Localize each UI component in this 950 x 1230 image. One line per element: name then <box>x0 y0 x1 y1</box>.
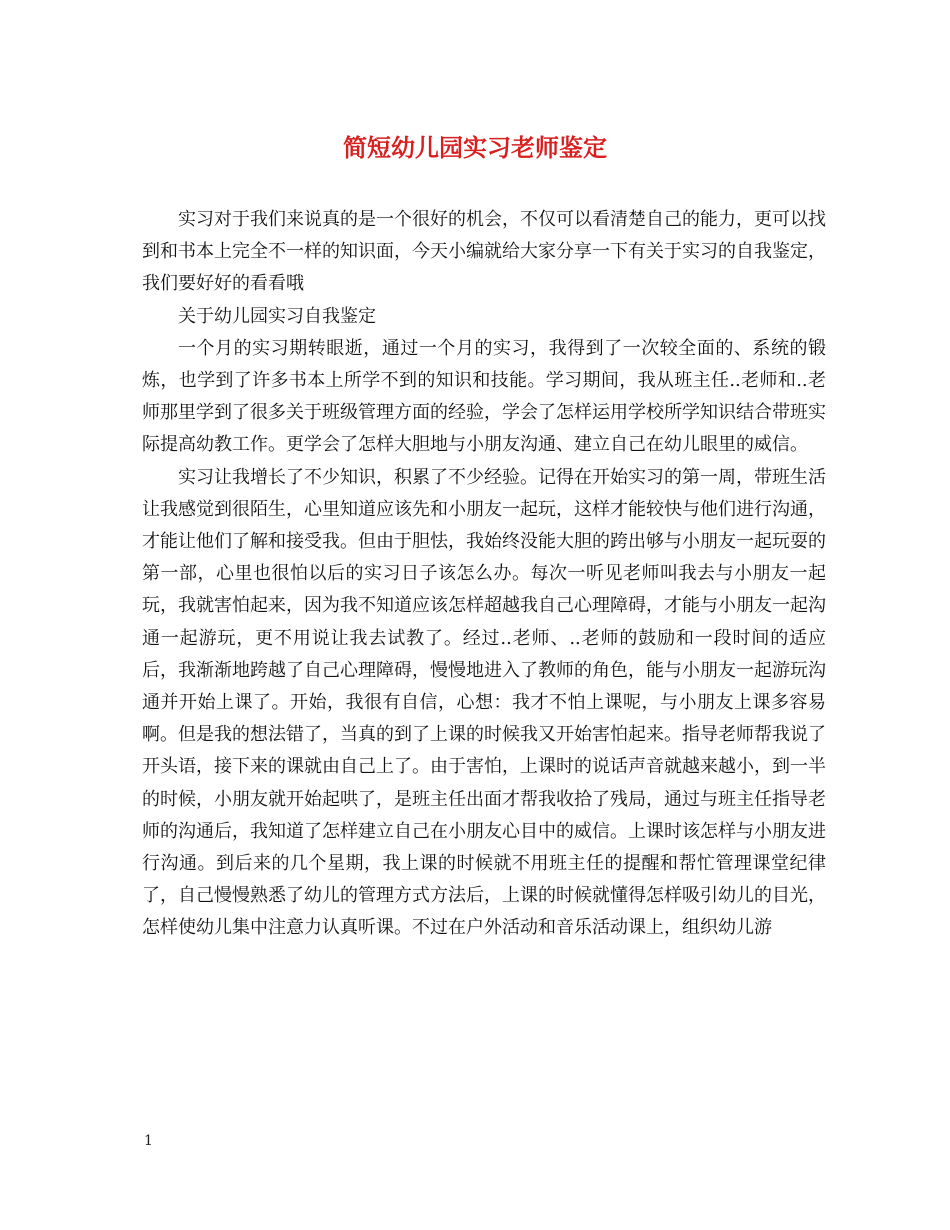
paragraph-summary: 一个月的实习期转眼逝，通过一个月的实习，我得到了一次较全面的、系统的锻炼，也学到了许多书本上所学不到的知识和技能。学习期间，我从班主任..老师和..老师那里学到了很多关于班级管理方面的经验，学会了怎样运用学校所学知识结合带班实际提高幼教工作。更学会了怎样大胆地与小朋友沟通、建立自己在幼儿眼里的威信。 <box>142 337 826 456</box>
paragraph-intro: 实习对于我们来说真的是一个很好的机会，不仅可以看清楚自己的能力，更可以找到和书本上完全不一样的知识面，今天小编就给大家分享一下有关于实习的自我鉴定，我们要好好的看看哦 <box>142 209 826 295</box>
document-body <box>142 204 826 945</box>
page-number: 1 <box>144 1133 153 1149</box>
paragraph-experience: 实习让我增长了不少知识，积累了不少经验。记得在开始实习的第一周，带班生活让我感觉到很陌生，心里知道应该先和小朋友一起玩，这样才能较快与他们进行沟通，才能让他们了解和接受我。但由于胆怯，我始终没能大胆的跨出够与小朋友一起玩耍的第一部，心里也很怕以后的实习日子该怎么办。每次一听见老师叫我去与小朋友一起玩，我就害怕起来，因为我不知道应该怎样超越我自己心理障碍，才能与小朋友一起沟通一起游玩，更不用说让我去试教了。经过..老师、..老师的鼓励和一段时间的适应后，我渐渐地跨越了自己心理障碍，慢慢地进入了教师的角色，能与小朋友一起游玩沟通并开始上课了。开始，我很有自信，心想：我才不怕上课呢，与小朋友上课多容易啊。但是我的想法错了，当真的到了上课的时候我又开始害怕起来。指导老师帮我说了开头语，接下来的课就由自己上了。由于害怕，上课时的说话声音就越来越小，到一半的时候，小朋友就开始起哄了，是班主任出面才帮我收拾了残局，通过与班主任指导老师的沟通后，我知道了怎样建立自己在小朋友心目中的威信。上课时该怎样与小朋友进行沟通。到后来的几个星期，我上课的时候就不用班主任的提醒和帮忙管理课堂纪律了，自己慢慢熟悉了幼儿的管理方式方法后，上课的时候就懂得怎样吸引幼儿的目光，怎样使幼儿集中注意力认真听课。不过在户外活动和音乐活动课上，组织幼儿游 <box>142 466 826 939</box>
document-title: 简短幼儿园实习老师鉴定 <box>343 133 607 162</box>
section-heading: 关于幼儿园实习自我鉴定 <box>178 305 376 327</box>
